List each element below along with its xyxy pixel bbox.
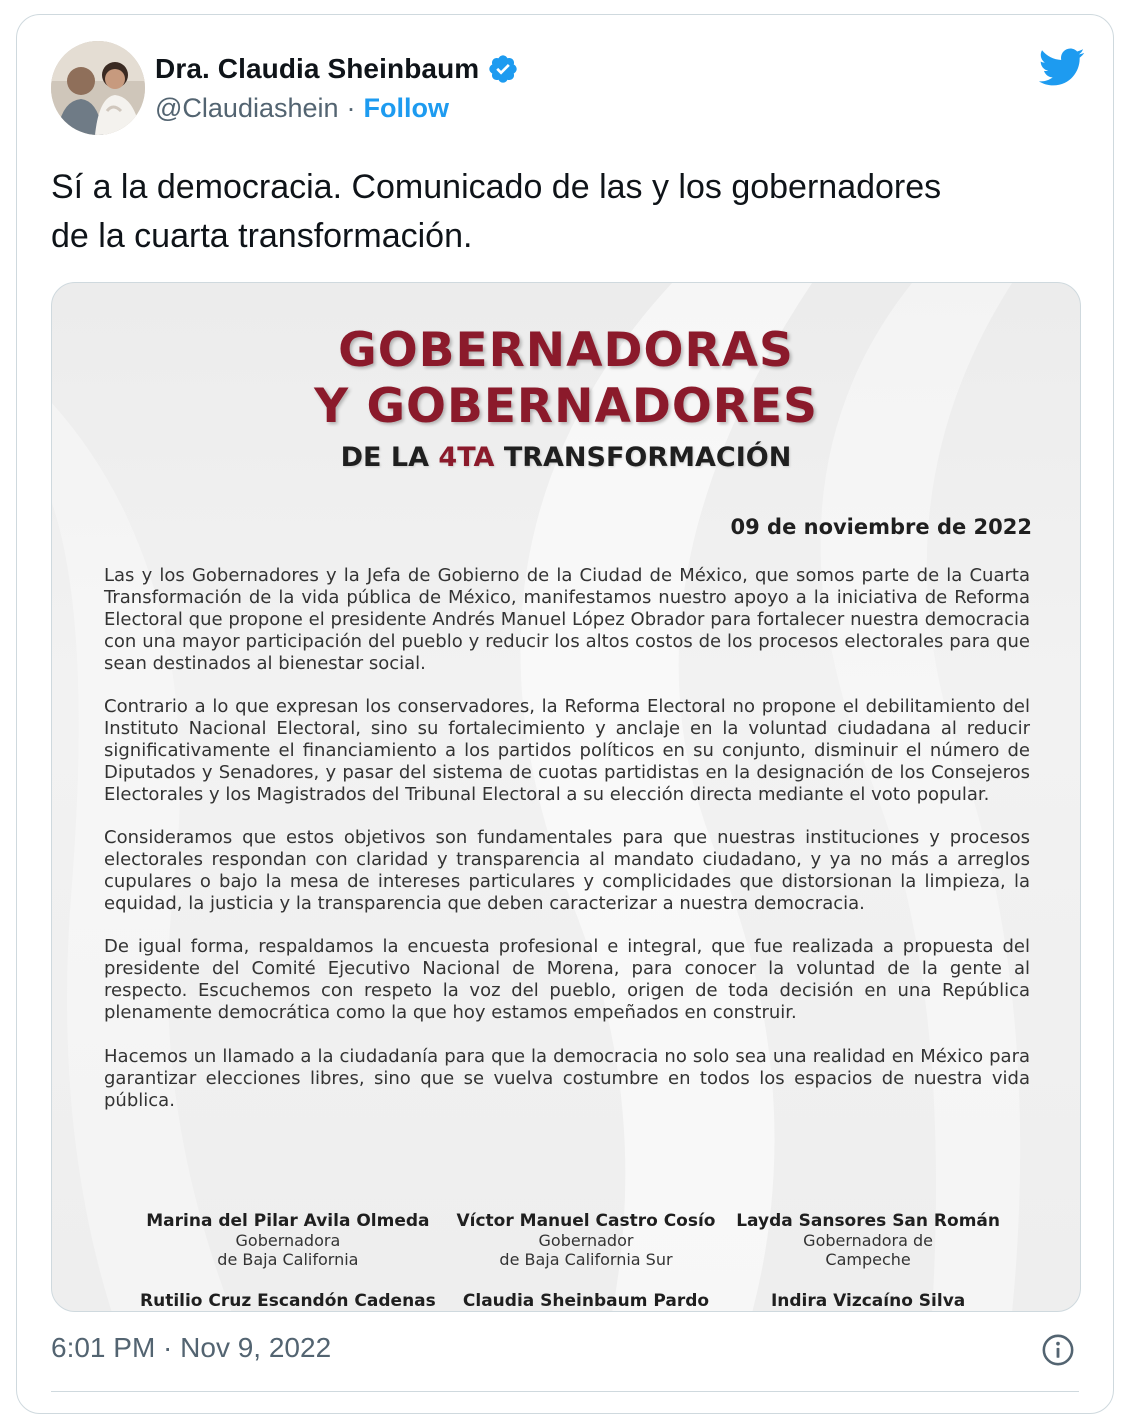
signer-name: Víctor Manuel Castro Cosío <box>456 1211 716 1231</box>
signer-role: Gobernador <box>538 1231 634 1250</box>
subtitle-pre: DE LA <box>340 442 439 473</box>
tweet-text <box>51 163 1091 261</box>
signers-grid <box>140 1211 1000 1311</box>
verified-badge-icon <box>487 53 519 85</box>
document-paragraph: Consideramos que estos objetivos son fundamentales para que nuestras instituciones y procesos electorales respondan con claridad y transparencia al mandato ciudadano, y ya no más a arreglos cupulares o bajo la mesa de intereses particulares y complicidades que distorsionan la limpieza, la equidad, la justicia y la transparencia que deben caracterizar a nuestra democracia. <box>104 827 1030 914</box>
document-paragraph: De igual forma, respaldamos la encuesta profesional e integral, que fue realizada a propuesta del presidente del Comité Ejecutivo Nacional de Morena, para conocer la voluntad de la gente al respecto. Escuchemos con respeto la voz del pueblo, origen de toda decisión en una República plenamente democrática como la que hoy estamos empeñados en construir. <box>104 936 1030 1024</box>
signer-role: Gobernadora <box>235 1231 341 1250</box>
document-title-line-2: Y GOBERNADORES <box>314 379 818 434</box>
document-date: 09 de noviembre de 2022 <box>730 515 1032 539</box>
signer-role: de Baja California <box>217 1250 359 1269</box>
signer <box>736 1211 1000 1269</box>
author-display-name[interactable]: Dra. Claudia Sheinbaum <box>155 53 480 84</box>
signer <box>736 1291 1000 1311</box>
signer <box>140 1291 436 1311</box>
document-paragraph: Las y los Gobernadores y la Jefa de Gobierno de la Ciudad de México, que somos parte de la Cuarta Transformación de la vida pública de México, manifestamos nuestro apoyo a la iniciativa de Reforma Electoral que propone el presidente Andrés Manuel López Obrador para fortalecer nuestra democracia con una mayor participación del pueblo y reducir los altos costos de los procesos electorales para que sean destinados al bienestar social. <box>104 565 1030 674</box>
signer-name: Layda Sansores San Román <box>736 1211 1000 1231</box>
document-body <box>104 565 1030 1133</box>
author-handle-row <box>155 93 449 124</box>
signer-role: Campeche <box>825 1250 911 1269</box>
signer <box>456 1211 716 1269</box>
subtitle-accent: 4TA <box>438 442 495 473</box>
tweet-timestamp[interactable]: 6:01 PM · Nov 9, 2022 <box>51 1332 332 1363</box>
follow-button[interactable]: Follow <box>363 93 449 123</box>
signer <box>140 1211 436 1269</box>
tweet-text-line-1: Sí a la democracia. Comunicado de las y los gobernadores <box>51 168 942 206</box>
signer-name: Indira Vizcaíno Silva <box>770 1291 966 1311</box>
avatar-photo-icon <box>51 41 145 135</box>
document-paragraph: Contrario a lo que expresan los conservadores, la Reforma Electoral no propone el debilitamiento del Instituto Nacional Electoral, sino su fortalecimiento y anclaje en la voluntad ciudadana al reducir significativamente el financiamiento a los partidos políticos en su conjunto, disminuir el número de Diputados y Senadores, y pasar del sistema de cuotas partidistas en la designación de los Consejeros Electorales y los Magistrados del Tribunal Electoral a su elección directa mediante el voto popular. <box>104 696 1030 805</box>
signer-role: de Baja California Sur <box>499 1250 673 1269</box>
signer-name: Rutilio Cruz Escandón Cadenas <box>140 1291 436 1311</box>
tweet-text-line-2: de la cuarta transformación. <box>51 217 473 255</box>
signer <box>456 1291 716 1311</box>
handle-separator: · <box>346 93 356 123</box>
document-subtitle <box>52 441 1080 475</box>
info-icon[interactable] <box>1041 1333 1075 1367</box>
signer-role: Gobernadora de <box>803 1231 934 1250</box>
subtitle-post: TRANSFORMACIÓN <box>494 442 792 473</box>
twitter-bird-icon[interactable] <box>1037 43 1085 91</box>
signer-name: Claudia Sheinbaum Pardo <box>462 1291 710 1311</box>
document-heading <box>52 323 1080 475</box>
signer-name: Marina del Pilar Avila Olmeda <box>146 1211 430 1231</box>
document-paragraph: Hacemos un llamado a la ciudadanía para que la democracia no solo sea una realidad en México para garantizar elecciones libres, sino que se vuelva costumbre en todos los espacios de nuestra vida pública. <box>104 1045 1030 1111</box>
tweet-card[interactable] <box>16 14 1114 1414</box>
author-handle[interactable]: @Claudiashein <box>155 93 339 123</box>
document-title-line-1: GOBERNADORAS <box>338 323 794 378</box>
tweet-media-image[interactable] <box>51 282 1081 1312</box>
author-name-row <box>155 53 519 85</box>
avatar[interactable] <box>51 41 145 135</box>
